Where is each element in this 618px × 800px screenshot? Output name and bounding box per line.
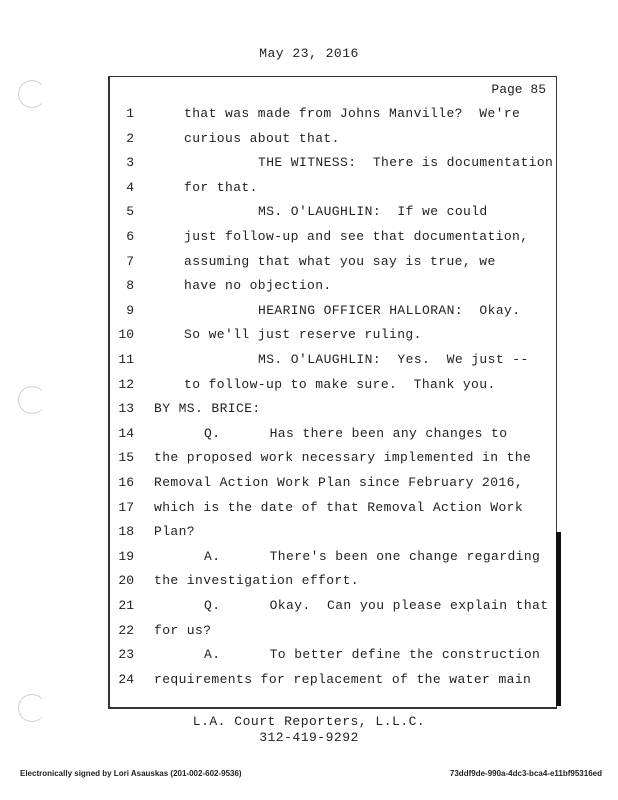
line-number: 14 <box>118 425 134 441</box>
transcript-line: Q. Okay. Can you please explain that <box>204 598 549 613</box>
line-number: 6 <box>126 229 134 244</box>
transcript-line: Plan? <box>154 524 196 540</box>
header-date: May 23, 2016 <box>259 46 359 61</box>
line-number: 22 <box>118 622 134 638</box>
line-number: 12 <box>118 376 134 392</box>
line-number: 2 <box>126 130 134 146</box>
transcript-line: which is the date of that Removal Action Work <box>154 499 524 515</box>
line-number: 24 <box>118 671 134 687</box>
transcript-line: just follow-up and see that documentation, <box>184 229 529 244</box>
line-number: 5 <box>126 204 134 220</box>
line-number: 11 <box>118 352 134 367</box>
transcript-line: Removal Action Work Plan since February 2016, <box>154 475 524 490</box>
transcript-line: for that. <box>184 179 258 195</box>
transcript-line: requirements for replacement of the water main <box>154 671 532 687</box>
court-reporter-phone: 312-419-9292 <box>259 730 359 745</box>
line-number: 13 <box>118 401 134 417</box>
transcript-line: for us? <box>154 622 212 638</box>
page-number: Page 85 <box>491 82 546 97</box>
transcript-line: have no objection. <box>184 278 332 294</box>
line-number: 3 <box>126 155 134 171</box>
line-number: 20 <box>118 573 134 589</box>
line-number: 4 <box>126 179 134 195</box>
transcript-line: that was made from Johns Manville? We're <box>184 106 521 121</box>
line-number: 10 <box>118 327 134 343</box>
transcript-line: So we'll just reserve ruling. <box>184 327 422 343</box>
transcript-line: Q. Has there been any changes to <box>204 425 508 441</box>
transcript-line: the investigation effort. <box>154 573 360 589</box>
transcript-line: HEARING OFFICER HALLORAN: Okay. <box>258 302 521 318</box>
line-number: 23 <box>118 647 134 663</box>
line-number: 8 <box>126 278 134 294</box>
court-reporter-name: L.A. Court Reporters, L.L.C. <box>192 714 426 729</box>
line-number: 15 <box>118 450 134 466</box>
line-number: 19 <box>118 548 134 564</box>
line-number: 16 <box>118 475 134 490</box>
electronic-signature: Electronically signed by Lori Asauskas (201-002-602-9536) <box>20 769 242 778</box>
transcript-line: BY MS. BRICE: <box>154 401 261 417</box>
transcript-line: MS. O'LAUGHLIN: Yes. We just -- <box>258 352 529 367</box>
line-number: 18 <box>118 524 134 540</box>
transcript-line: to follow-up to make sure. Thank you. <box>184 376 496 392</box>
transcript-line: assuming that what you say is true, we <box>184 253 496 269</box>
line-number: 9 <box>126 302 134 318</box>
transcript-line: the proposed work necessary implemented in the <box>154 450 532 466</box>
transcript-line: A. There's been one change regarding <box>204 548 541 564</box>
line-number: 21 <box>118 598 134 613</box>
line-number: 17 <box>118 499 134 515</box>
transcript-line: MS. O'LAUGHLIN: If we could <box>258 204 488 220</box>
line-number: 1 <box>126 106 134 121</box>
transcript-line: A. To better define the construction <box>204 647 541 663</box>
document-id: 73ddf9de-990a-4dc3-bca4-e11bf95316ed <box>449 769 602 778</box>
line-number: 7 <box>126 253 134 269</box>
transcript-line: curious about that. <box>184 130 340 146</box>
transcript-line: THE WITNESS: There is documentation <box>258 155 554 171</box>
